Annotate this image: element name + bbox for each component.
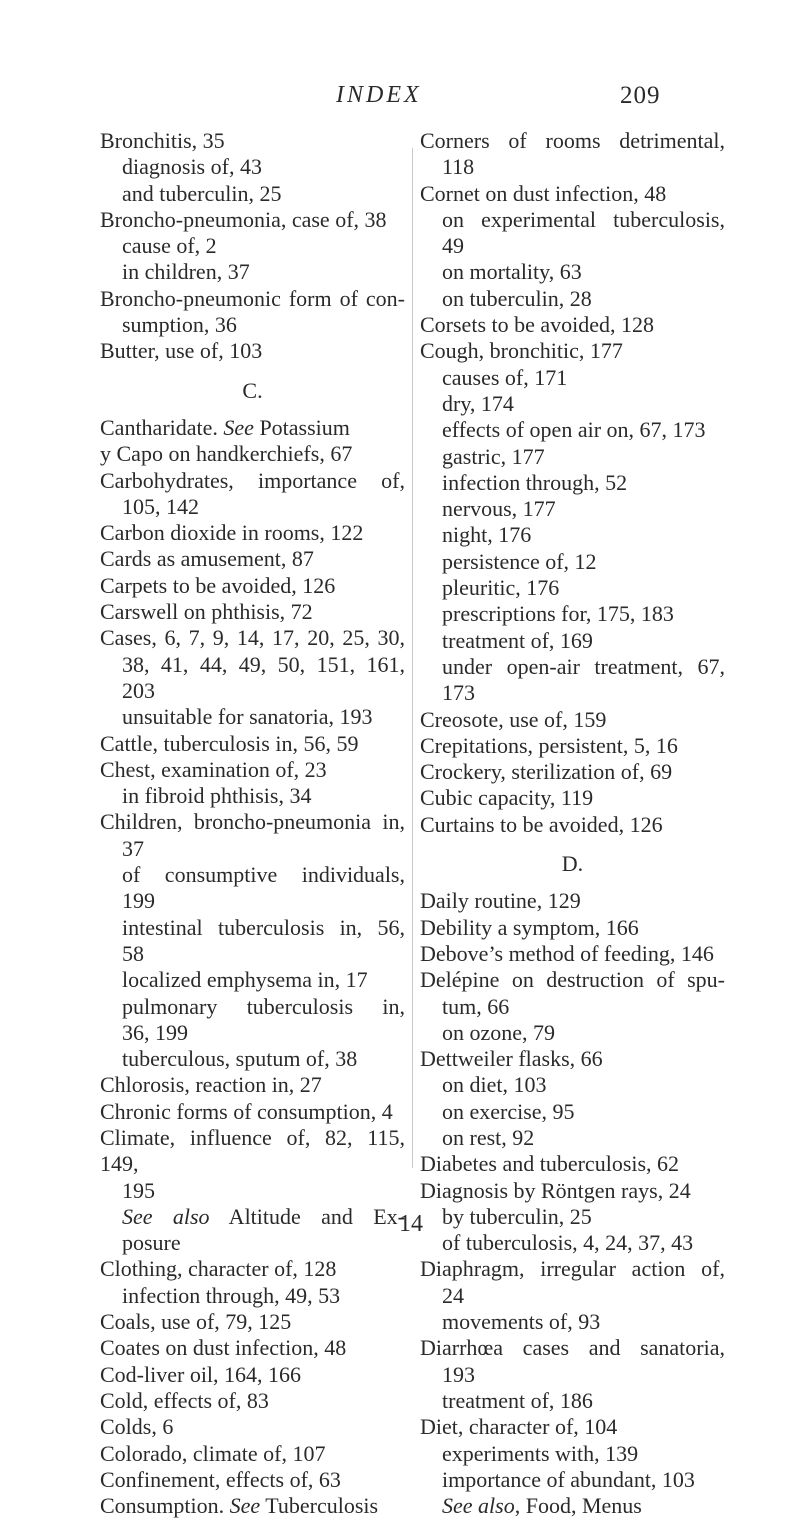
index-entry: Dettweiler flasks, 66 [420,1046,603,1072]
index-subentry: nervous, 177 [442,496,556,522]
entry-text: Cantharidate. [100,414,224,440]
index-entry: Broncho-pneumonia, case of, 38 [100,206,387,232]
index-subentry: 203 [122,677,155,703]
index-subentry: 58 [122,940,144,966]
index-subentry: on mortality, 63 [442,259,582,285]
index-subentry: cause of, 2 [122,233,217,259]
index-subentry: unsuitable for sanatoria, 193 [122,704,373,730]
index-subentry: diagnosis of, 43 [122,154,262,180]
index-subentry: intestinal tuberculosis in, 56, [122,914,405,940]
index-entry: Chlorosis, reaction in, 27 [100,1072,322,1098]
index-entry: Diet, character of, 104 [420,1414,618,1440]
index-subentry: prescriptions for, 175, 183 [442,601,674,627]
index-subentry: effects of open air on, 67, 173 [442,417,706,443]
index-subentry: pulmonary tuberculosis in, [122,993,405,1019]
index-entry: Daily routine, 129 [420,888,581,914]
index-entry: Crepitations, persistent, 5, 16 [420,732,678,758]
entry-text: , Food, Menus [514,1493,642,1519]
index-subentry: importance of abundant, 103 [442,1466,695,1492]
index-entry: Debility a symptom, 166 [420,914,639,940]
index-subentry: 193 [442,1361,475,1387]
index-subentry: on tuberculin, 28 [442,285,592,311]
cross-reference: See also [122,1203,210,1229]
index-entry: Cough, bronchitic, 177 [420,338,623,364]
index-subentry: on experimental tuberculosis, [442,206,725,232]
cross-reference: See also [442,1493,515,1519]
index-entry: Colds, 6 [100,1414,174,1440]
index-entry: Diagnosis by Röntgen rays, 24 [420,1177,691,1203]
index-subentry: 173 [442,680,475,706]
index-subentry: infection through, 52 [442,469,628,495]
index-subentry: 24 [442,1282,464,1308]
index-entry: Cases, 6, 7, 9, 14, 17, 20, 25, 30, [100,625,405,651]
index-entry: Debove’s method of feeding, 146 [420,940,714,966]
index-subentry: under open-air treatment, 67, [442,653,725,679]
index-subentry: infection through, 49, 53 [122,1282,341,1308]
index-subentry: night, 176 [442,522,532,548]
index-subentry: and tuberculin, 25 [122,180,282,206]
index-entry: Colorado, climate of, 107 [100,1440,326,1466]
index-subentry: 49 [442,233,464,259]
index-column-left [100,128,405,1519]
index-subentry: sumption, 36 [122,312,237,338]
index-subentry: posure [122,1230,181,1256]
index-subentry: causes of, 171 [442,364,568,390]
index-entry: Delépine on destruction of spu- [420,967,725,993]
entry-text: Consumption. [100,1493,230,1519]
index-entry: Carbon dioxide in rooms, 122 [100,520,364,546]
index-entry: Carpets to be avoided, 126 [100,572,336,598]
index-entry: Broncho-pneumonic form of con- [100,285,405,311]
index-subentry: in fibroid phthisis, 34 [122,783,312,809]
index-entry [100,1493,405,1519]
index-subentry: 195 [122,1177,155,1203]
index-entry: Confinement, effects of, 63 [100,1466,341,1492]
index-entry: Carbohydrates, importance of, [100,467,405,493]
index-entry: Cold, effects of, 83 [100,1387,269,1413]
index-subentry: pleuritic, 176 [442,575,560,601]
section-letter: C. [242,377,263,403]
index-entry: Cards as amusement, 87 [100,546,314,572]
index-subentry: localized emphysema in, 17 [122,967,368,993]
index-subentry: of tuberculosis, 4, 24, 37, 43 [442,1230,694,1256]
index-entry: Diaphragm, irregular action of, [420,1256,725,1282]
index-entry: Diarrhœa cases and sanatoria, [420,1335,725,1361]
page-number: 209 [620,82,661,109]
section-letter: D. [561,851,584,877]
entry-text: Potassium [253,414,350,440]
index-entry: Diabetes and tuberculosis, 62 [420,1151,680,1177]
index-entry: Chronic forms of consumption, 4 [100,1098,393,1124]
index-subentry: dry, 174 [442,390,514,416]
index-subentry: by tuberculin, 25 [442,1203,592,1229]
running-head [0,82,800,122]
column-divider [412,148,413,1168]
index-entry: Climate, influence of, 82, 115, 149, [100,1124,405,1177]
index-subentry: experiments with, 139 [442,1440,639,1466]
index-subentry: movements of, 93 [442,1309,601,1335]
index-entry: Cattle, tuberculosis in, 56, 59 [100,730,359,756]
index-subentry: treatment of, 169 [442,627,593,653]
index-subentry: 105, 142 [122,493,199,519]
index-column-right [420,128,725,1519]
index-entry: Chest, examination of, 23 [100,756,327,782]
index-subentry: tum, 66 [442,993,510,1019]
index-entry: Corsets to be avoided, 128 [420,312,655,338]
index-subentry: persistence of, 12 [442,548,597,574]
index-subentry: 36, 199 [122,1019,188,1045]
entry-text: Tuberculosis [260,1493,379,1519]
index-entry: Corners of rooms detrimental, [420,128,725,153]
index-subentry: tuberculous, sputum of, 38 [122,1046,358,1072]
index-entry: Butter, use of, 103 [100,338,263,364]
cross-reference: See [223,414,254,440]
index-subentry: treatment of, 186 [442,1387,593,1413]
index-entry: Coates on dust infection, 48 [100,1335,347,1361]
index-entry: Creosote, use of, 159 [420,706,607,732]
index-entry: Cubic capacity, 119 [420,785,594,811]
index-subentry: on diet, 103 [442,1072,547,1098]
index-subentry: on exercise, 95 [442,1098,575,1124]
index-subentry: in children, 37 [122,259,250,285]
index-entry: Crockery, sterilization of, 69 [420,759,673,785]
index-entry: Carswell on phthisis, 72 [100,599,313,625]
index-entry: y Capo on handkerchiefs, 67 [100,441,353,467]
index-entry: Curtains to be avoided, 126 [420,811,663,837]
index-entry: Cod-liver oil, 164, 166 [100,1361,302,1387]
cross-reference: See [229,1493,261,1519]
index-entry: Cornet on dust infection, 48 [420,180,667,206]
index-entry: Coals, use of, 79, 125 [100,1309,292,1335]
signature-mark: 14 [399,1211,423,1237]
index-subentry: on rest, 92 [442,1124,535,1150]
index-subentry: 118 [442,154,475,180]
index-subentry: 199 [122,888,155,914]
running-head-title: INDEX [336,82,422,108]
entry-text: Altitude and Ex- [209,1203,405,1229]
index-entry: Children, broncho-pneumonia in, [100,809,405,835]
index-entry: Clothing, character of, 128 [100,1256,337,1282]
index-subentry [420,1493,725,1519]
index-entry: Bronchitis, 35 [100,128,225,153]
index-entry [100,415,405,441]
index-subentry: 37 [122,835,144,861]
index-subentry: of consumptive individuals, [122,862,405,888]
index-subentry: 38, 41, 44, 49, 50, 151, 161, [122,651,405,677]
index-subentry: on ozone, 79 [442,1019,556,1045]
index-subentry: gastric, 177 [442,443,545,469]
